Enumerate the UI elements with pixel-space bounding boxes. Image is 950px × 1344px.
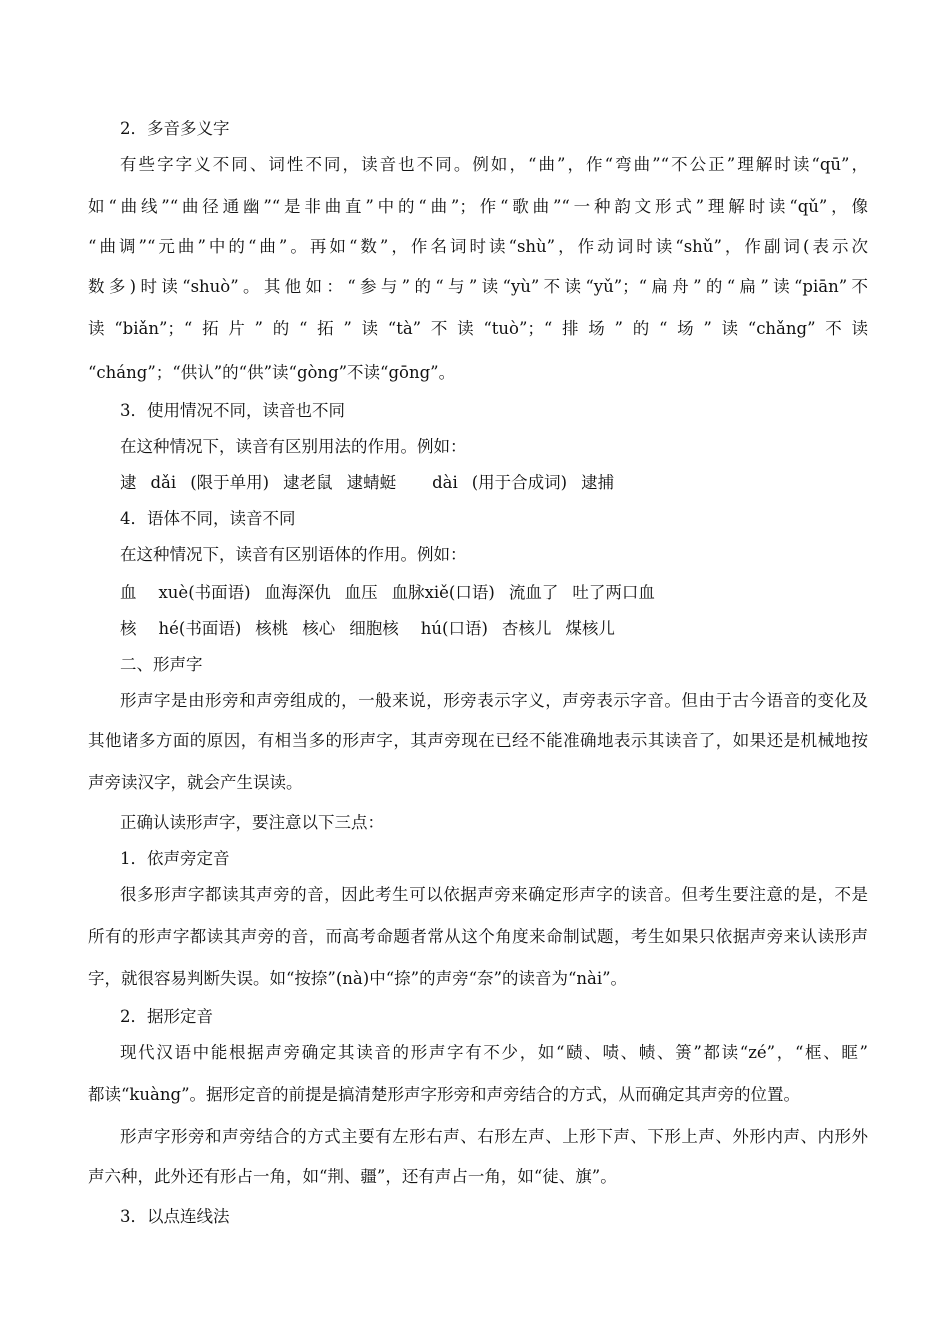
example-word: 核心 bbox=[302, 619, 336, 638]
example-word: 吐了两口血 bbox=[572, 583, 655, 602]
paragraph-line: “cháng”；“供认”的“供”读“gòng”不读“gōng”。 bbox=[88, 363, 456, 382]
paragraph-line: 形声字是由形旁和声旁组成的，一般来说，形旁表示字义，声旁表示字音。但由于古今语音的变化及 bbox=[120, 691, 868, 710]
pinyin: dài bbox=[432, 473, 458, 492]
example-word: 逮捕 bbox=[581, 473, 615, 492]
section-heading: 4．语体不同，读音不同 bbox=[120, 509, 296, 528]
paragraph-line: 其他诸多方面的原因，有相当多的形声字，其声旁现在已经不能准确地表示其读音了，如果还是机械地按 bbox=[88, 731, 868, 750]
paragraph-line: 在这种情况下，读音有区别用法的作用。例如： bbox=[120, 437, 467, 456]
part-heading: 二、形声字 bbox=[120, 655, 203, 674]
paragraph-line: 有些字字义不同、词性不同，读音也不同。例如，“曲”，作“弯曲”“不公正”理解时读“qū”， bbox=[120, 155, 868, 174]
section-heading: 2．据形定音 bbox=[120, 1007, 213, 1026]
paragraph-line: 很多形声字都读其声旁的音，因此考生可以依据声旁来确定形声字的读音。但考生要注意的是，不是 bbox=[120, 885, 868, 904]
example-word: 流血了 bbox=[508, 583, 559, 602]
paragraph-line: 形声字形旁和声旁结合的方式主要有左形右声、右形左声、上形下声、下形上声、外形内声、内形外 bbox=[120, 1127, 868, 1146]
example-row bbox=[120, 618, 615, 640]
example-word: 血海深仇 bbox=[264, 583, 331, 602]
example-word: 血压 bbox=[344, 583, 378, 602]
usage-note: (用于合成词) bbox=[471, 473, 568, 492]
pinyin: hú(口语) bbox=[420, 619, 488, 638]
example-char: 血 bbox=[120, 583, 137, 602]
paragraph-line: 数多)时读“shuò”。其他如：“参与”的“与”读“yù”不读“yǔ”；“扁舟”的“扁”读“piān”不 bbox=[88, 277, 868, 296]
pinyin: dǎi bbox=[150, 473, 177, 492]
example-char: 逮 bbox=[120, 473, 137, 492]
pinyin: xuè(书面语) bbox=[158, 583, 251, 602]
example-word: 核桃 bbox=[255, 619, 289, 638]
example-word: 煤核儿 bbox=[565, 619, 615, 638]
pinyin: hé(书面语) bbox=[158, 619, 242, 638]
paragraph-line: 如“曲线”“曲径通幽”“是非曲直”中的“曲”；作“歌曲”“一种韵文形式”理解时读“qǔ”，像 bbox=[88, 197, 868, 216]
example-word: 逮老鼠 bbox=[283, 473, 333, 492]
usage-note: (限于单用) bbox=[190, 473, 270, 492]
example-word: 逮蜻蜓 bbox=[346, 473, 397, 492]
example-char: 核 bbox=[120, 619, 137, 638]
paragraph-line: 正确认读形声字，要注意以下三点： bbox=[120, 813, 384, 832]
section-heading: 3．使用情况不同，读音也不同 bbox=[120, 401, 345, 420]
section-heading: 2．多音多义字 bbox=[120, 119, 230, 138]
paragraph-line: 都读“kuàng”。据形定音的前提是搞清楚形声字形旁和声旁结合的方式，从而确定其声旁的位置。 bbox=[88, 1085, 801, 1104]
paragraph-line: 现代汉语中能根据声旁确定其读音的形声字有不少，如“赜、啧、帻、箦”都读“zé”，“框、眶” bbox=[120, 1043, 868, 1062]
paragraph-line: 字，就很容易判断失误。如“按捺”(nà)中“捺”的声旁“奈”的读音为“nài”。 bbox=[88, 969, 628, 988]
section-heading: 1．依声旁定音 bbox=[120, 849, 230, 868]
section-heading: 3．以点连线法 bbox=[120, 1207, 230, 1226]
paragraph-line: 声六种，此外还有形占一角，如“荆、疆”，还有声占一角，如“徒、旗”。 bbox=[88, 1167, 617, 1186]
example-word: 细胞核 bbox=[349, 619, 399, 638]
example-word: 血脉 bbox=[391, 583, 425, 602]
paragraph-line: “曲调”“元曲”中的“曲”。再如“数”，作名词时读“shù”，作动词时读“shǔ”，作副词(表示次 bbox=[88, 237, 868, 256]
example-row bbox=[120, 582, 655, 604]
paragraph-line: 所有的形声字都读其声旁的音，而高考命题者常从这个角度来命制试题，考生如果只依据声旁来认读形声 bbox=[88, 927, 868, 946]
pinyin: xiě(口语) bbox=[424, 583, 495, 602]
example-row bbox=[120, 472, 614, 494]
paragraph-line: 声旁读汉字，就会产生误读。 bbox=[88, 773, 303, 792]
paragraph-line: 在这种情况下，读音有区别语体的作用。例如： bbox=[120, 545, 467, 564]
example-word: 杏核儿 bbox=[501, 619, 552, 638]
paragraph-line: 读“biǎn”；“拓片”的“拓”读“tà”不读“tuò”；“排场”的“场”读“chǎng”不读 bbox=[88, 319, 868, 338]
